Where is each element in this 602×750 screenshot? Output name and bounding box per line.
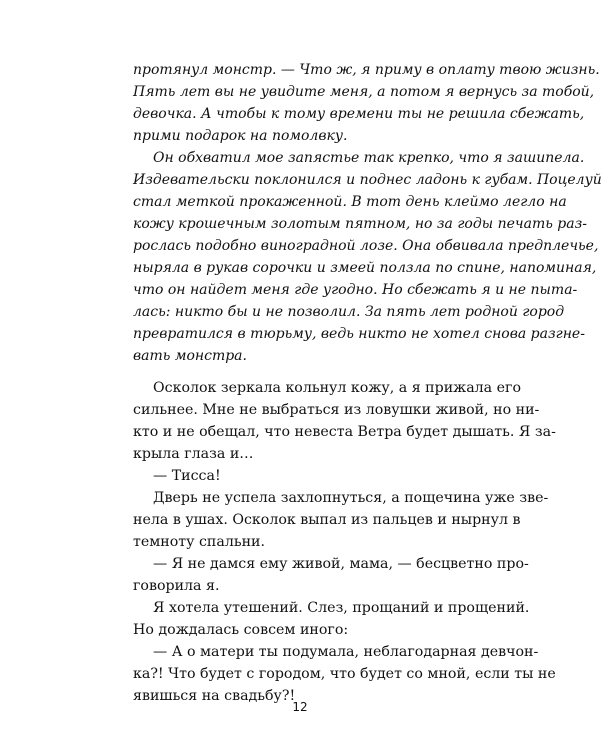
text-line: — А о матери ты подумала, неблагодарная девчон-	[153, 644, 539, 660]
text-line: кожу крошечным золотым пятном, но за годы печать раз-	[133, 216, 587, 232]
text-line: прими подарок на помолвку.	[133, 128, 348, 144]
text-line: Но дождалась совсем иного:	[133, 622, 349, 638]
text-line: крыла глаза и…	[133, 446, 254, 462]
text-line: ныряла в рукав сорочки и змеей ползла по спине, напоминая,	[133, 260, 597, 276]
text-line: — Я не дамся ему живой, мама, — бесцветно про-	[153, 556, 529, 572]
text-line: темноту спальни.	[133, 534, 266, 550]
text-line: ка?! Что будет с городом, что будет со мной, если ты не	[133, 666, 556, 682]
text-line: протянул монстр. — Что ж, я приму в оплату твою жизнь.	[133, 62, 600, 78]
text-line: кто и не обещал, что невеста Ветра будет дышать. Я за-	[133, 424, 556, 440]
text-line: Дверь не успела захлопнуться, а пощечина уже зве-	[153, 490, 549, 506]
text-line: Он обхватил мое запястье так крепко, что я зашипела.	[153, 150, 585, 166]
text-line: Я хотела утешений. Слез, прощаний и прощений.	[153, 600, 530, 616]
text-line: нела в ушах. Осколок выпал из пальцев и нырнул в	[133, 512, 521, 528]
text-line: — Тисса!	[153, 468, 221, 484]
text-line: рослась подобно виноградной лозе. Она обвивала предплечье,	[133, 238, 599, 254]
text-line: Пять лет вы не увидите меня, а потом я вернусь за тобой,	[133, 84, 595, 100]
page-number: 12	[292, 700, 308, 714]
text-line: Осколок зеркала кольнул кожу, а я прижала его	[153, 380, 522, 396]
text-line: девочка. А чтобы к тому времени ты не решила сбежать,	[133, 106, 585, 122]
text-line: говорила я.	[133, 578, 220, 594]
text-line: вать монстра.	[133, 348, 247, 364]
text-line: превратился в тюрьму, ведь никто не хотел снова разгне-	[133, 326, 585, 342]
text-line: что он найдет меня где угодно. Но сбежать я и не пыта-	[133, 282, 578, 298]
text-line: лась: никто бы и не позволил. За пять лет родной город	[133, 304, 565, 320]
text-line: Издевательски поклонился и поднес ладонь к губам. Поцелуй	[133, 172, 602, 188]
text-line: явишься на свадьбу?!	[133, 688, 296, 704]
text-line: стал меткой прокаженной. В тот день клеймо легло на	[133, 194, 567, 210]
text-line: сильнее. Мне не выбраться из ловушки живой, но ни-	[133, 402, 540, 418]
